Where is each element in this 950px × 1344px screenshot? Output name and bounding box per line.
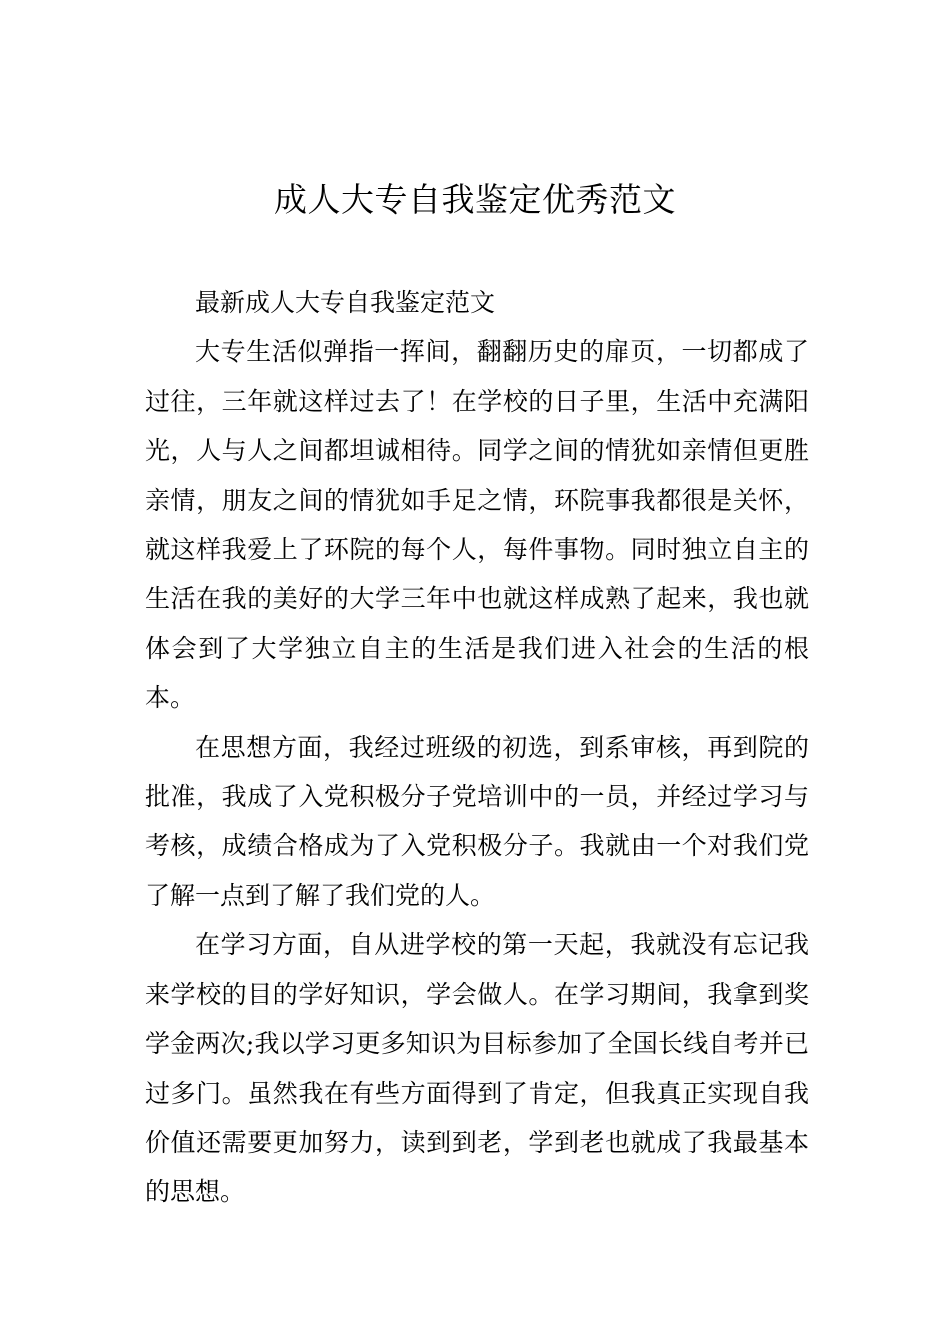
body-paragraph: 大专生活似弹指一挥间，翻翻历史的扉页，一切都成了过往，三年就这样过去了！在学校的日子里，生活中充满阳光，人与人之间都坦诚相待。同学之间的情犹如亲情但更胜亲情，朋友之间的情犹如手足之情，环院事我都很是关怀，就这样我爱上了环院的每个人，每件事物。同时独立自主的生活在我的美好的大学三年中也就这样成熟了起来，我也就体会到了大学独立自主的生活是我们进入社会的生活的根本。 <box>145 337 809 713</box>
body-paragraph: 在思想方面，我经过班级的初选，到系审核，再到院的批准，我成了入党积极分子党培训中的一员，并经过学习与考核，成绩合格成为了入党积极分子。我就由一个对我们党了解一点到了解了我们党的人。 <box>145 732 809 910</box>
document-body <box>145 278 809 1217</box>
document-title: 成人大专自我鉴定优秀范文 <box>274 180 676 219</box>
body-paragraph: 在学习方面，自从进学校的第一天起，我就没有忘记我来学校的目的学好知识，学会做人。在学习期间，我拿到奖学金两次;我以学习更多知识为目标参加了全国长线自考并已过多门。虽然我在有些方面得到了肯定，但我真正实现自我价值还需要更加努力，读到到老，学到老也就成了我最基本的思想。 <box>145 930 809 1207</box>
subtitle-paragraph: 最新成人大专自我鉴定范文 <box>195 288 496 317</box>
